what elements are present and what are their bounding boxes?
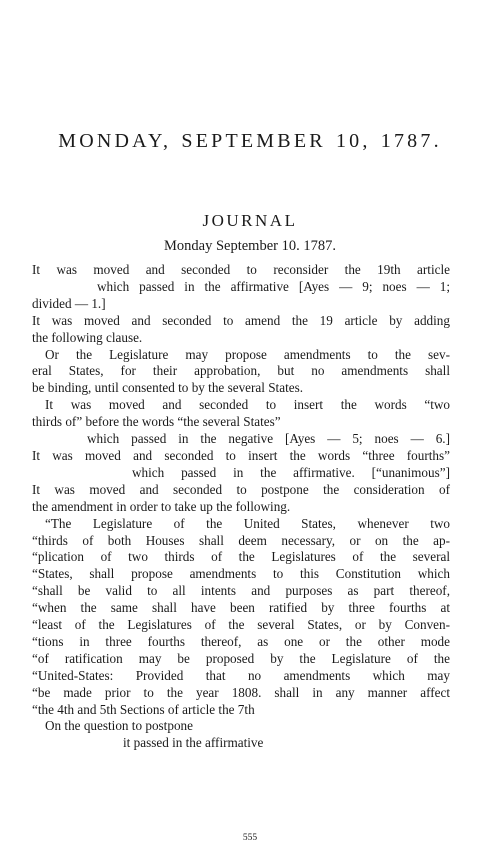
text-line: “the 4th and 5th Sections of article the 7th <box>32 701 255 717</box>
text-line: the amendment in order to take up the following. <box>32 498 291 514</box>
text-line: It was moved and seconded to postpone the consideration of <box>32 481 450 497</box>
text-line: thirds of” before the words “the several States” <box>32 414 281 430</box>
text-line: It was moved and seconded to reconsider the 19th article <box>32 262 450 277</box>
text-line: “be made prior to the year 1808. shall in any manner affect <box>32 684 450 700</box>
text-line: be binding, until consented to by the several States. <box>32 380 304 396</box>
day-heading: MONDAY, SEPTEMBER 10, 1787. <box>58 130 442 152</box>
text-line: “plication of two thirds of the Legislatures of the several <box>32 549 450 565</box>
text-line: “The Legislature of the United States, whenever two <box>45 515 450 531</box>
text-line: which passed in the affirmative [Ayes — 9; noes — 1; <box>97 278 450 294</box>
text-line: It was moved and seconded to amend the 19 article by adding <box>32 312 450 328</box>
text-line: which passed in the negative [Ayes — 5; noes — 6.] <box>87 431 450 447</box>
text-line: It was moved and seconded to insert the words “two <box>45 397 450 413</box>
journal-title: JOURNAL <box>202 211 298 230</box>
text-line: divided — 1.] <box>32 295 106 311</box>
text-line: “United-States: Provided that no amendments which may <box>32 667 450 683</box>
text-line: “when the same shall have been ratified by three fourths at <box>32 600 450 616</box>
text-line: it passed in the affirmative <box>123 735 264 751</box>
text-line: “States, shall propose amendments to this Constitution which <box>32 566 450 582</box>
journal-body <box>32 262 450 752</box>
text-line: “of ratification may be proposed by the Legislature of the <box>32 650 450 666</box>
text-line: eral States, for their approbation, but no amendments shall <box>32 363 450 379</box>
text-line: It was moved and seconded to insert the words “three fourths” <box>32 447 450 463</box>
text-line: the following clause. <box>32 329 143 345</box>
journal-date: Monday September 10. 1787. <box>164 238 336 254</box>
text-line: “least of the Legislatures of the several States, or by Conven- <box>32 617 450 633</box>
text-line: Or the Legislature may propose amendments to the sev- <box>45 346 450 362</box>
text-line: On the question to postpone <box>45 718 193 734</box>
text-line: “tions in three fourths thereof, as one or the other mode <box>32 633 450 649</box>
text-line: which passed in the affirmative. [“unanimous”] <box>132 464 450 480</box>
text-line: “thirds of both Houses shall deem necessary, or on the ap- <box>32 532 450 548</box>
text-line: “shall be valid to all intents and purposes as part thereof, <box>32 583 450 599</box>
page-number: 555 <box>242 833 258 843</box>
